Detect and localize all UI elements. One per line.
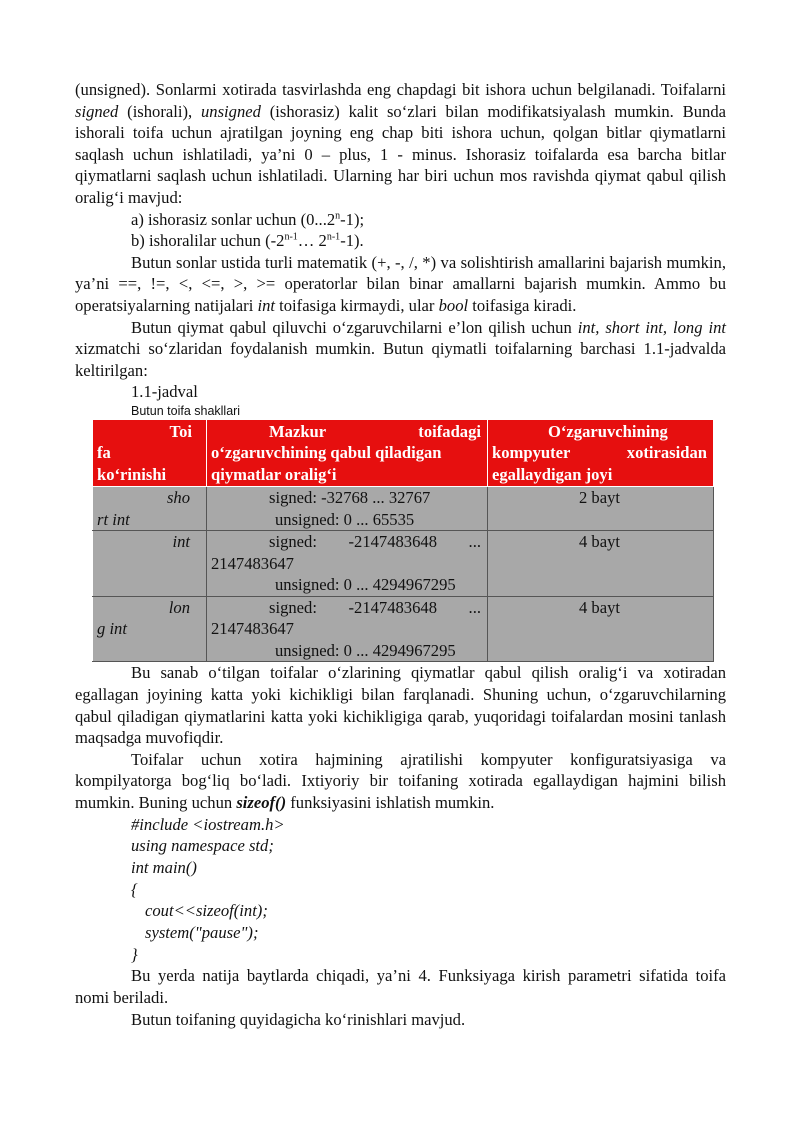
- paragraph-7: Butun toifaning quyidagicha ko‘rinishlari mavjud.: [131, 1009, 466, 1029]
- header-type: Toi fa ko‘rinishi: [93, 419, 207, 487]
- header-range: Mazkur toifadagi o‘zgaruvchining qabul qiladigan qiymatlar oralig‘i: [207, 419, 488, 487]
- paragraph-5: Toifalar uchun xotira hajmining ajratilishi kompyuter konfiguratsiyasiga va kompilyatorga bog‘liq bo‘ladi. Ixtiyoriy bir toifaning xotirada egallaydigan hajmini bilish mumkin. Buning uchun sizeof() funksiyasini ishlatish mumkin.: [75, 749, 726, 812]
- range-cell: signed: -2147483648 ... 2147483647 unsigned: 0 ... 4294967295: [207, 596, 488, 662]
- header-size: O‘zgaruvchining kompyuter xotirasidan egallaydigan joyi: [488, 419, 714, 487]
- table-header-row: [93, 419, 714, 487]
- code-line: #include <iostream.h>: [131, 814, 285, 834]
- code-line: cout<<sizeof(int);: [145, 901, 268, 921]
- list-item-b: b) ishoralilar uchun (-2$^{n-1}$… 2$^{n-1}$-1).: [131, 231, 364, 251]
- paragraph-3: Butun qiymat qabul qiluvchi o‘zgaruvchilarni e’lon qilish uchun int, short int, long int xizmatchi so‘zlaridan foydalanish mumkin. Butun qiymatli toifalarning barchasi 1.1-jadvalda keltirilgan:: [75, 317, 726, 380]
- code-line: {: [131, 879, 138, 899]
- size-cell: 4 bayt: [488, 531, 714, 597]
- integer-types-table: [92, 419, 714, 663]
- code-line: int main(): [131, 857, 197, 877]
- paragraph-6: Bu yerda natija baytlarda chiqadi, ya’ni 4. Funksiyaga kirish parametri sifatida toifa nomi beriladi.: [75, 966, 726, 1008]
- paragraph-4: Bu sanab o‘tilgan toifalar o‘zlarining qiymatlar qabul qilish oralig‘i va xotiradan egallagan joyining katta yoki kichikligi bilan farqlanadi. Shuning uchun, o‘zgaruvchilarning qabul qiladigan qiymatlarini katta yoki kichikligiga qarab, yuqoridagi toifalardan mosini tanlash maqsadga muvofiqdir.: [75, 663, 726, 748]
- code-line: system("pause");: [145, 923, 259, 943]
- range-cell: signed: -32768 ... 32767 unsigned: 0 ... 65535: [207, 487, 488, 531]
- table-subcaption: Butun toifa shakllari: [131, 403, 241, 418]
- code-line: }: [131, 944, 138, 964]
- table-row: [93, 596, 714, 662]
- paragraph-1: (unsigned). Sonlarmi xotirada tasvirlashda eng chapdagi bit ishora uchun belgilanadi. Toifalarni signed (ishorali), unsigned (ishorasiz) kalit so‘zlari bilan modifikatsiyalash mumkin. Bunda ishorali toifa uchun ajratilgan joyning eng chap biti ishora uchun, qolgan bitlar qiymatlarni saqlash uchun ishlatiladi, ya’ni 0 – plus, 1 - minus. Ishorasiz toifalarda esa barcha bitlar qiymatlarni saqlash uchun ishlatiladi. Ularning har biri uchun mos ravishda qiymat qabul qilish oralig‘i mavjud:: [75, 80, 726, 207]
- size-cell: 4 bayt: [488, 596, 714, 662]
- size-cell: 2 bayt: [488, 487, 714, 531]
- paragraph-2: Butun sonlar ustida turli matematik (+, -, /, *) va solishtirish amallarini bajarish mumkin, ya’ni ==, !=, <, <=, >, >= operatorlar bilan binar amallarni bajarish mumkin. Ammo bu operatsiyalarning natijalari int toifasiga kirmaydi, ular bool toifasiga kiradi.: [75, 252, 726, 315]
- document-page: [75, 79, 726, 1030]
- range-cell: signed: -2147483648 ... 2147483647 unsigned: 0 ... 4294967295: [207, 531, 488, 597]
- code-line: using namespace std;: [131, 836, 274, 856]
- table-row: [93, 531, 714, 597]
- table-row: [93, 487, 714, 531]
- code-block: [75, 814, 726, 966]
- type-cell: int: [93, 531, 207, 597]
- type-cell: sho rt int: [93, 487, 207, 531]
- list-item-a: a) ishorasiz sonlar uchun (0...2$^n$-1);: [131, 209, 365, 229]
- table-caption: 1.1-jadval: [131, 382, 198, 402]
- type-cell: lon g int: [93, 596, 207, 662]
